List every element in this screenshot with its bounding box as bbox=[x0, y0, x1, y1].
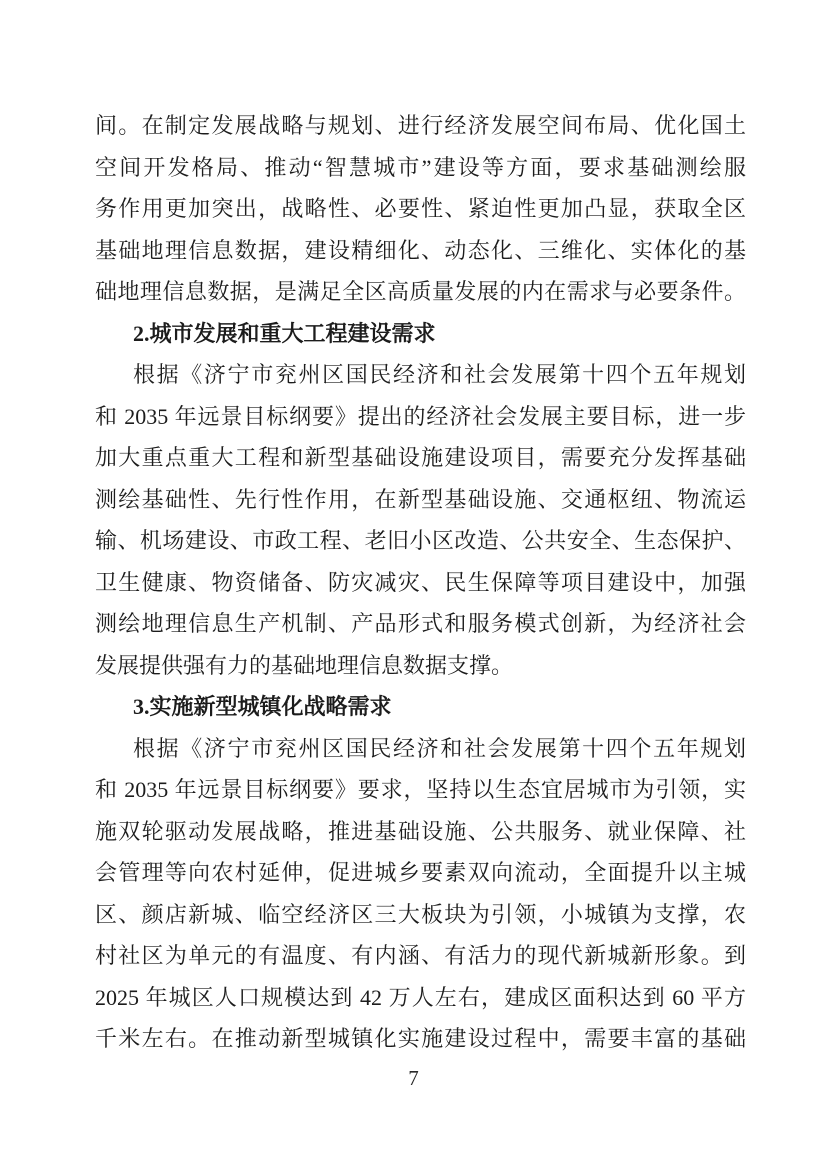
body-text-line: 2025 年城区人口规模达到 42 万人左右，建成区面积达到 60 平方 bbox=[95, 984, 746, 1010]
body-text-line: 卫生健康、物资储备、防灾减灾、民生保障等项目建设中，加强 bbox=[95, 569, 746, 595]
section-heading-3: 3.实施新型城镇化战略需求 bbox=[133, 694, 392, 719]
body-text-line: 千米左右。在推动新型城镇化实施建设过程中，需要丰富的基础 bbox=[95, 1026, 746, 1051]
body-text-line: 基础地理信息数据，建设精细化、动态化、三维化、实体化的基 bbox=[95, 237, 746, 263]
body-text-line: 村社区为单元的有温度、有内涵、有活力的现代新城新形象。到 bbox=[95, 943, 746, 968]
body-text-line: 输、机场建设、市政工程、老旧小区改造、公共安全、生态保护、 bbox=[95, 528, 746, 553]
body-text-line: 加大重点重大工程和新型基础设施建设项目，需要充分发挥基础 bbox=[95, 445, 746, 470]
body-text-line: 根据《济宁市兖州区国民经济和社会发展第十四个五年规划 bbox=[133, 735, 746, 761]
body-text-line: 础地理信息数据，是满足全区高质量发展的内在需求与必要条件。 bbox=[95, 279, 746, 304]
body-text-line: 间。在制定发展战略与规划、进行经济发展空间布局、优化国土 bbox=[95, 113, 746, 138]
body-text-line: 测绘地理信息生产机制、产品形式和服务模式创新，为经济社会 bbox=[95, 611, 746, 636]
body-text-line: 会管理等向农村延伸，促进城乡要素双向流动，全面提升以主城 bbox=[95, 860, 746, 885]
body-text-line: 和 2035 年远景目标纲要》提出的经济社会发展主要目标，进一步 bbox=[95, 403, 746, 429]
body-text-line: 和 2035 年远景目标纲要》要求，坚持以生态宜居城市为引领，实 bbox=[95, 777, 746, 802]
body-text-line: 根据《济宁市兖州区国民经济和社会发展第十四个五年规划 bbox=[133, 362, 746, 387]
page-number: 7 bbox=[408, 1066, 419, 1090]
body-text-line: 空间开发格局、推动“智慧城市”建设等方面，要求基础测绘服 bbox=[95, 154, 746, 180]
body-text-line: 施双轮驱动发展战略，推进基础设施、公共服务、就业保障、社 bbox=[95, 818, 746, 844]
body-text-line: 发展提供强有力的基础地理信息数据支撑。 bbox=[95, 652, 514, 678]
body-text-line: 务作用更加突出，战略性、必要性、紧迫性更加凸显，获取全区 bbox=[95, 196, 746, 221]
page-body-text bbox=[95, 105, 746, 1060]
body-text-line: 区、颜店新城、临空经济区三大板块为引领，小城镇为支撑，农 bbox=[95, 901, 746, 927]
body-text-line: 测绘基础性、先行性作用，在新型基础设施、交通枢纽、物流运 bbox=[95, 486, 746, 512]
section-heading-2: 2.城市发展和重大工程建设需求 bbox=[133, 320, 436, 346]
